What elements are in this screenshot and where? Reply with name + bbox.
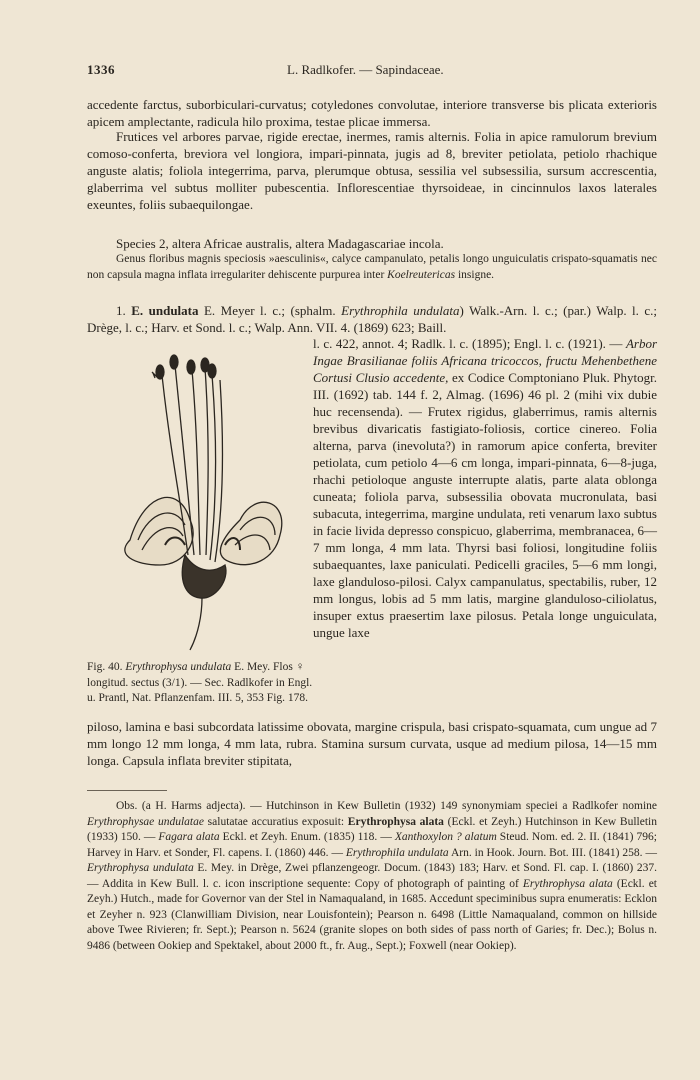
species-entry-heading [87, 302, 657, 336]
obs-4-italic: Erythrophila undulata [345, 846, 449, 859]
para-2: Frutices vel arbores parvae, rigide erectae, inermes, ramis alternis. Folia in apice ramulorum brevium comoso-conferta, breviora vel longiora, impari-pinnata, jugis ad 8, breviter petiolata, petiolo rhachique anguste alatis; foliola integerrima, parva, plerumque obtusa, sessilia vel subsessilia, sursum accrescentia, glaberrima vel subtus molliter pubescentia. Inflorescentiae thyrsoideae, in cincinnulos laxos laterales exeuntes, foliis subaequilongae. [87, 129, 657, 212]
species-citation-cont: ) Walk.-Arn. l. c.; (par.) Walp. l. c.; Drège, l. c.; Harv. et Sond. l. c.; Walp. Ann. VII. 4. (1869) 623; Baill. [87, 303, 658, 335]
running-title: L. Radlkofer. — Sapindaceae. [287, 62, 444, 77]
observation-note [87, 799, 657, 954]
species-synonym: Erythrophila undulata [341, 303, 460, 318]
obs-accepted-name: Erythrophysa alata [347, 815, 444, 828]
paragraph-genus-description [87, 128, 657, 213]
species-description-text [313, 335, 657, 641]
observation-text [87, 799, 657, 954]
paragraph-seed [87, 96, 657, 130]
paragraph-genus-note [87, 252, 657, 283]
obs-6-italic: Erythrophysa alata [522, 877, 613, 890]
figure-caption [87, 660, 317, 707]
species-description-continued [87, 718, 657, 769]
obs-1-end: salutatae accuratius exposuit: [203, 815, 348, 828]
species-number: 1. [116, 303, 126, 318]
obs-3: Eckl. et Zeyh. Enum. (1835) 118. — [219, 831, 395, 843]
obs-4: Steud. Nom. ed. 2. II. (1841) 796; Harvey in Harv. et Sonder, Fl. capens. I. (1860) 446. — [87, 831, 657, 859]
species-description [313, 335, 657, 641]
figure-caption-text: E. Mey. Flos ♀ longitud. sectus (3/1). — Sec. Radlkofer in Engl. u. Prantl, Nat. Pflanzenfam. III. 5, 353 Fig. 178. [87, 661, 313, 704]
obs-3-italic: Xanthoxylon ? alatum [394, 831, 497, 843]
para-4 [87, 252, 657, 283]
footnote-rule [87, 790, 167, 791]
obs-5: Arn. in Hook. Journ. Bot. III. (1841) 258. — [448, 846, 657, 859]
obs-1-italic: Erythrophysae undulatae [87, 815, 204, 828]
obs-6: E. Mey. in Drège, Zwei pflanzengeogr. Docum. (1843) 183; Harv. et Sond. Fl. cap. I. (1860) 237. — Addita in Kew Bull. l. c. icon inscriptione sequente: Copy of photograph of painting of [87, 862, 657, 890]
paragraph-species-count [87, 235, 657, 252]
flower-section-drawing [90, 340, 290, 655]
para-4-text: Genus floribus magnis speciosis »aesculinis«, calyce campanulato, petalis longo unguiculatis crispato-squamatis nec non capsula magna inflata irregulariter dehiscente purpurea inter [87, 253, 657, 281]
obs-5-italic: Erythrophysa undulata [87, 862, 194, 874]
running-header [87, 62, 657, 80]
flower-illustration [90, 340, 290, 655]
para-1: accedente farctus, suborbiculari-curvatus; cotyledones convolutae, interiore transverse bis plicata exterioris apicem amplectante, radicula hilo proxima, testae plicae immersa. [87, 97, 657, 129]
desc-italic: Arbor Ingae Brasilianae foliis Africana tricoccos, fructu Mehenbethene Cortusi Clusio accedente, [313, 336, 657, 385]
species-name: E. undulata [131, 303, 199, 318]
desc-part-1: l. c. 422, annot. 4; Radlk. l. c. (1895); Engl. l. c. (1921). — [313, 336, 626, 351]
para-4-italic: Koelreutericas [387, 268, 456, 281]
para-after-figure: piloso, lamina e basi subcordata latissime obovata, margine crispula, basi crispato-squamata, cum ungue ad 7 mm longo 12 mm longa, 4 mm lata, rubra. Stamina sursum curvata, usque ad medium pilosa, 14—15 mm longa. Capsula inflata breviter stipitata, [87, 719, 657, 768]
desc-part-2: ex Codice Comptoniano Pluk. Phytogr. III. (1692) tab. 144 f. 2, Almag. (1696) 46 pl. 2 (mihi vix dubie huc recensenda). — Frutex rigidus, glaberrimus, ramis alternis brevibus divaricatis fastigiato-foliosis, cortice cinereo. Folia alterna, parva (inevoluta?) in ramorum apice conferta, breviter petiolata, cum petiolo 4—6 cm longa, impari-pinnata, 6—8-juga, rhachi petioloque anguste interrupte alatis, parte alata oblonga cuneata; foliola parva, subsessilia obovata mucronulata, basi subacuta, integerrima, margine undulata, reti venarum laxo subtus in facie livida depresso conspicuo, glaberrima, membranacea, 6—7 mm longa, 4 mm lata. Thyrsi basi foliosi, longitudine foliis subaequantes, laxe paniculati. Pedicelli graciles, 5—6 mm longi, laxe glanduloso-pilosi. Calyx campanulatus, spectabilis, ruber, 12 mm longus, lobis ad 5 mm latis, margine glanduloso-ciliolatus, insuper extus praesertim laxe pilosus. Petala longe unguiculata, ungue laxe [313, 370, 657, 640]
figure-label: Fig. 40. [87, 661, 126, 673]
page-number: 1336 [87, 62, 115, 77]
species-entry-line [87, 302, 657, 336]
obs-1: Obs. (a H. Harms adjecta). — Hutchinson in Kew Bulletin (1932) 149 synonymiam speciei a Radlkofer nomine [116, 800, 657, 812]
para-4-end: insigne. [455, 268, 495, 281]
obs-7: (Eckl. et Zeyh.) Hutch., made for Governor van der Stel in Namaqualand, in 1685. Accedunt speciminibus supra enumeratis: Ecklon et Zeyher n. 923 (Clanwilliam Division, near Louisfontein); Pearson n. 6498 (Little Namaqualand, common on hillside above Twee Rivieren; fr. Sept.); Pearson n. 5624 (granite slopes on both sides of pass north of Garies; fr. Dec.); Bolus n. 9486 (between Ookiep and Spektakel, about 2000 ft., fr. Aug., Sept.); Foxwell (near Ookiep). [87, 877, 657, 952]
species-citation: E. Meyer l. c.; (sphalm. [198, 303, 342, 318]
para-3: Species 2, altera Africae australis, altera Madagascariae incola. [116, 236, 444, 251]
obs-2: (Eckl. et Zeyh.) Hutchinson in Kew Bulletin (1933) 150. — [87, 815, 657, 843]
figure-species: Erythrophysa undulata [125, 661, 232, 673]
obs-2-italic: Fagara alata [158, 831, 220, 843]
